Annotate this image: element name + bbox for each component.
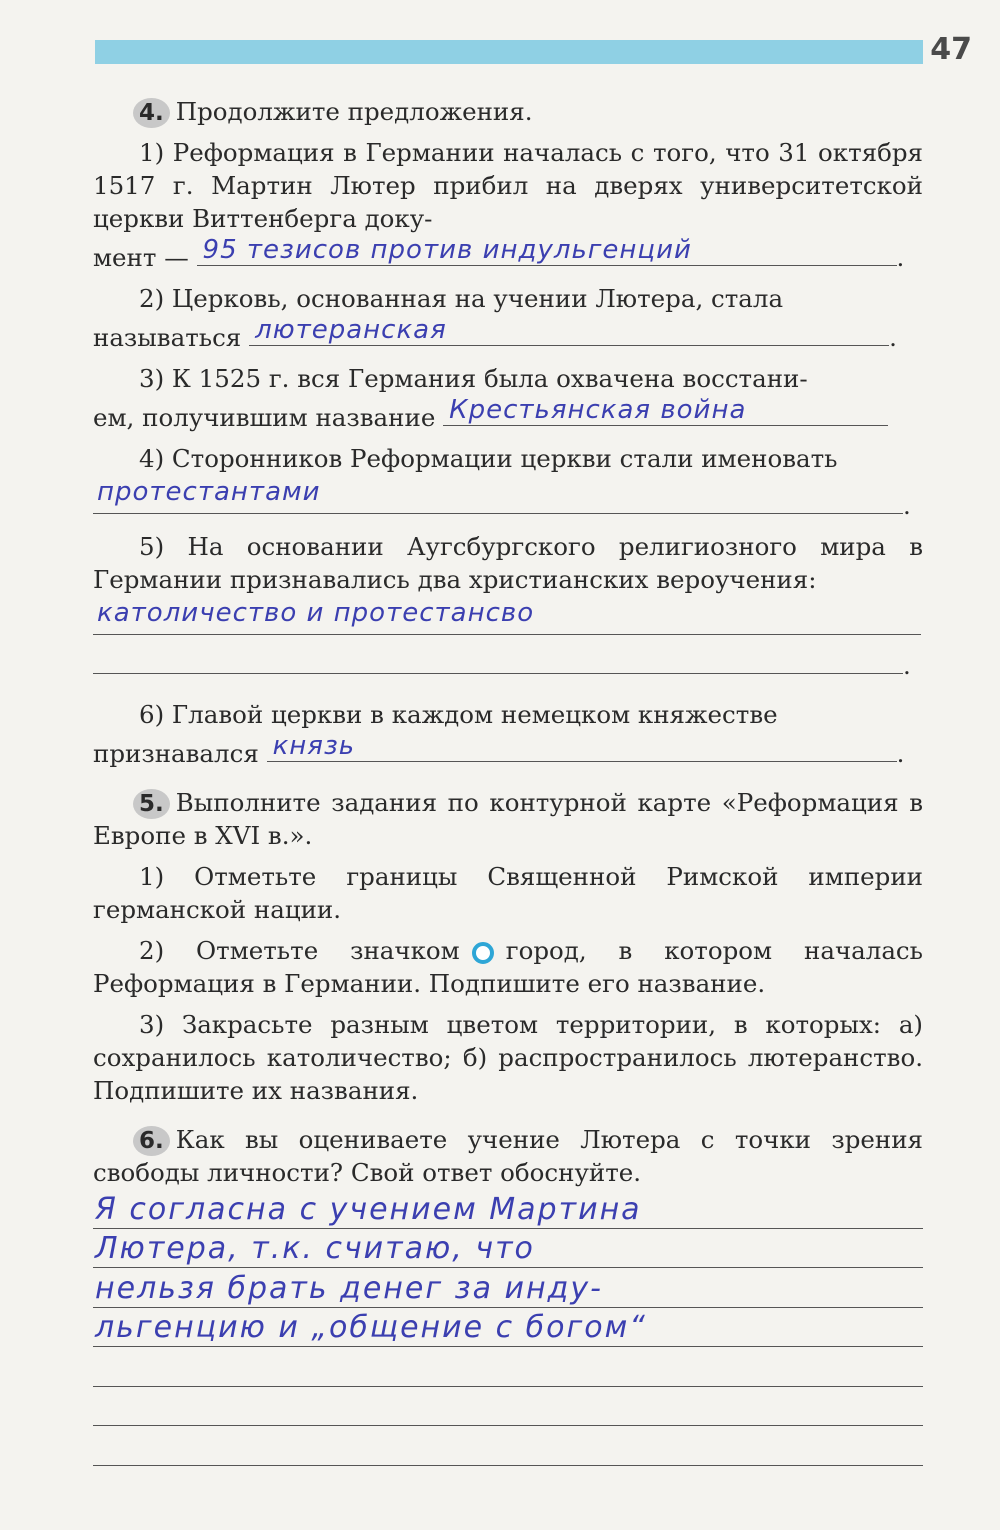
task-6-answer-text: нельзя брать денег за инду- <box>95 1270 603 1306</box>
task-4-item-5-answer: католичество и протестансво <box>97 598 535 628</box>
task-4-heading <box>93 95 923 128</box>
task-6-answer-text: льгенцию и „общение с богом“ <box>95 1310 647 1345</box>
task-6-title: Как вы оцениваете учение Лютера с точки зрения свободы личности? Свой ответ обоснуйте. <box>93 1125 923 1187</box>
task-5-item-1: 1) Отметьте границы Священной Римской империи германской нации. <box>93 862 923 924</box>
task-4-item-3-answer-field[interactable] <box>443 395 888 426</box>
task-4-item-5 <box>93 530 923 682</box>
page-header-band <box>95 40 923 64</box>
task-6-answer-area[interactable] <box>93 1189 923 1466</box>
task-4-item-5-text: 5) На основании Аугсбургского религиозного мира в Германии признавались два христианских вероучения: <box>93 532 923 594</box>
task-4-item-3 <box>93 362 923 434</box>
task-4-item-4-answer: протестантами <box>97 477 321 507</box>
task-4-item-6-lead: признавался <box>93 739 259 768</box>
task-6-answer-line[interactable] <box>93 1189 923 1229</box>
task-5-title: Выполните задания по контурной карте «Реформация в Европе в XVI в.». <box>93 788 923 850</box>
task-4-item-2-end: . <box>889 323 897 352</box>
task-4-item-5-answer-field-1[interactable] <box>93 596 921 635</box>
task-6-heading <box>93 1123 923 1189</box>
task-4-item-4-end: . <box>903 491 911 520</box>
task-4-item-2-text: 2) Церковь, основанная на учении Лютера, стала <box>139 284 784 313</box>
task-4-item-1-answer-field[interactable] <box>197 235 897 266</box>
task-5-item-2-before: 2) Отметьте значком <box>139 936 460 965</box>
task-4-item-2-answer-field[interactable] <box>249 315 889 346</box>
task-4-number: 4. <box>133 98 170 128</box>
task-5-number: 5. <box>133 789 170 819</box>
task-4-item-6-end: . <box>896 739 905 768</box>
task-4-item-5-end: . <box>903 651 911 680</box>
task-4-item-6-answer-field[interactable] <box>267 731 897 762</box>
page-number: 47 <box>930 32 972 67</box>
task-6-number: 6. <box>133 1126 170 1156</box>
task-6-answer-text: Я согласна с учением Мартина <box>95 1191 642 1227</box>
task-4-item-6 <box>93 698 923 770</box>
task-5-item-3: 3) Закрасьте разным цветом территории, в которых: а) сохранилось католичество; б) распространилось лютеранство. Подпишите их названия. <box>93 1010 923 1105</box>
workbook-content <box>93 95 923 1466</box>
task-4-item-2 <box>93 282 923 354</box>
task-6-answer-line[interactable] <box>93 1347 923 1387</box>
task-4-item-1-text: 1) Реформация в Германии началась с того, что 31 октября 1517 г. Мартин Лютер прибил на дверях университетской церкви Виттенберга доку- <box>93 138 923 233</box>
task-4-item-3-text: 3) К 1525 г. вся Германия была охвачена восстани- <box>139 364 808 393</box>
task-5-item-2-after: город, в котором началась Реформация в Германии. Подпишите его название. <box>93 936 923 998</box>
task-4-item-4-text: 4) Сторонников Реформации церкви стали именовать <box>139 444 838 473</box>
task-6-answer-line[interactable] <box>93 1387 923 1427</box>
task-4-item-2-lead: называться <box>93 323 242 352</box>
task-4-item-4 <box>93 442 923 522</box>
task-4-item-1-lead: мент — <box>93 243 189 272</box>
task-6-answer-text: Лютера, т.к. считаю, что <box>95 1231 535 1266</box>
task-4-item-6-text: 6) Главой церкви в каждом немецком княжестве <box>139 700 778 729</box>
task-5-heading <box>93 786 923 852</box>
circle-marker-icon <box>472 942 494 964</box>
task-4-item-6-answer: князь <box>272 731 356 761</box>
task-5-item-2 <box>93 934 923 1000</box>
task-4-item-1-end: . <box>896 243 905 272</box>
task-4-item-4-answer-field[interactable] <box>93 475 903 514</box>
task-6-answer-line[interactable] <box>93 1426 923 1466</box>
task-4-item-5-answer-field-2[interactable] <box>93 635 903 674</box>
task-4-title: Продолжите предложения. <box>175 97 533 126</box>
task-4-item-2-answer: лютеранская <box>255 315 447 345</box>
task-4-item-1 <box>93 136 923 274</box>
task-6-answer-line[interactable] <box>93 1268 923 1308</box>
task-4-item-3-answer: Крестьянская война <box>449 395 747 425</box>
task-6-answer-line[interactable] <box>93 1229 923 1269</box>
task-4-item-1-answer: 95 тезисов против индульгенций <box>202 235 692 265</box>
task-4-item-3-lead: ем, получившим название <box>93 403 436 432</box>
task-6-answer-line[interactable] <box>93 1308 923 1348</box>
